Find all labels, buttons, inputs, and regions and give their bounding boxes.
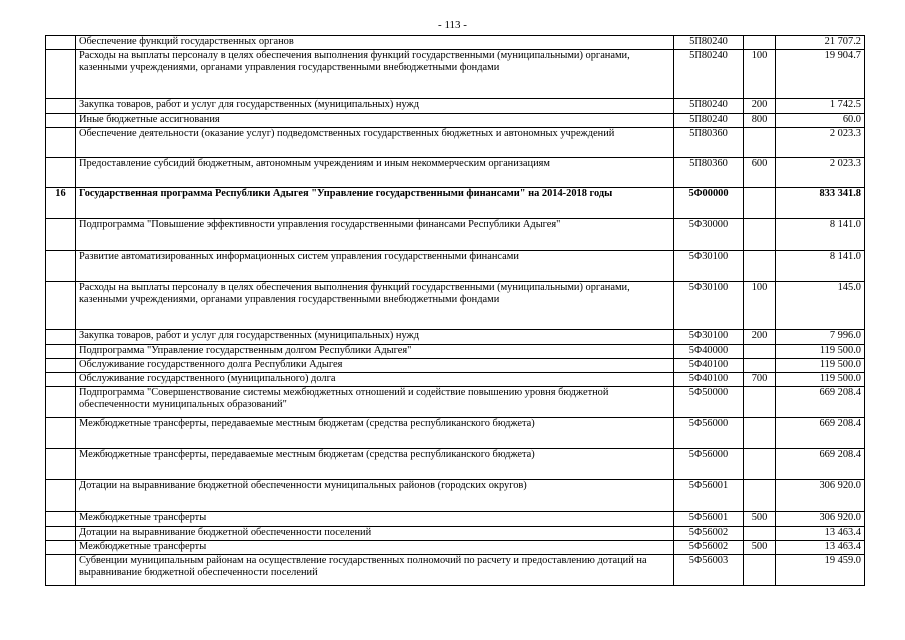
row-expense-type: 200 [744, 330, 776, 345]
row-amount: 19 904.7 [776, 50, 865, 99]
row-code: 5Ф40000 [674, 345, 744, 359]
row-code: 5П80360 [674, 158, 744, 188]
row-expense-type: 100 [744, 50, 776, 99]
row-name: Дотации на выравнивание бюджетной обеспеченности муниципальных районов (городских округов) [76, 480, 674, 512]
row-name: Обслуживание государственного долга Республики Адыгея [76, 359, 674, 373]
row-expense-type [744, 555, 776, 586]
table-row [46, 188, 865, 219]
row-number [46, 541, 76, 555]
row-name: Дотации на выравнивание бюджетной обеспеченности поселений [76, 527, 674, 541]
table-row [46, 480, 865, 512]
table-row [46, 99, 865, 114]
row-number [46, 418, 76, 449]
row-code: 5П80240 [674, 99, 744, 114]
row-name: Обеспечение деятельности (оказание услуг) подведомственных государственных бюджетных и автономных учреждений [76, 128, 674, 158]
row-name: Межбюджетные трансферты [76, 541, 674, 555]
row-amount: 119 500.0 [776, 359, 865, 373]
page-number: - 113 - [438, 19, 467, 31]
row-expense-type: 500 [744, 541, 776, 555]
row-code: 5Ф00000 [674, 188, 744, 219]
row-code: 5П80240 [674, 50, 744, 99]
row-amount: 306 920.0 [776, 480, 865, 512]
row-code: 5Ф30000 [674, 219, 744, 251]
row-number [46, 36, 76, 50]
row-expense-type [744, 251, 776, 282]
row-code: 5Ф40100 [674, 373, 744, 387]
row-expense-type: 700 [744, 373, 776, 387]
row-name: Подпрограмма "Управление государственным долгом Республики Адыгея" [76, 345, 674, 359]
row-expense-type [744, 345, 776, 359]
row-amount: 2 023.3 [776, 128, 865, 158]
table-row [46, 158, 865, 188]
row-amount: 13 463.4 [776, 527, 865, 541]
row-name: Межбюджетные трансферты [76, 512, 674, 527]
row-number [46, 512, 76, 527]
row-name: Подпрограмма "Совершенствование системы межбюджетных отношений и содействие повышению уровня бюджетной обеспеченности муниципальных образований" [76, 387, 674, 418]
row-code: 5Ф56001 [674, 512, 744, 527]
budget-table [45, 35, 865, 586]
row-name: Иные бюджетные ассигнования [76, 114, 674, 128]
row-expense-type [744, 188, 776, 219]
row-name: Государственная программа Республики Адыгея "Управление государственными финансами" на 2014-2018 годы [76, 188, 674, 219]
row-number: 16 [46, 188, 76, 219]
row-amount: 8 141.0 [776, 219, 865, 251]
row-number [46, 114, 76, 128]
row-amount: 306 920.0 [776, 512, 865, 527]
row-number [46, 251, 76, 282]
row-amount: 669 208.4 [776, 418, 865, 449]
row-amount: 2 023.3 [776, 158, 865, 188]
row-expense-type: 600 [744, 158, 776, 188]
row-code: 5Ф30100 [674, 330, 744, 345]
row-number [46, 373, 76, 387]
row-name: Обеспечение функций государственных органов [76, 36, 674, 50]
row-amount: 1 742.5 [776, 99, 865, 114]
table-row [46, 128, 865, 158]
table-row [46, 373, 865, 387]
row-number [46, 359, 76, 373]
table-row [46, 418, 865, 449]
row-name: Развитие автоматизированных информационных систем управления государственными финансами [76, 251, 674, 282]
row-number [46, 282, 76, 330]
row-expense-type [744, 387, 776, 418]
table-row [46, 330, 865, 345]
row-expense-type [744, 128, 776, 158]
row-amount: 669 208.4 [776, 449, 865, 480]
row-amount: 669 208.4 [776, 387, 865, 418]
row-number [46, 219, 76, 251]
row-code: 5П80240 [674, 36, 744, 50]
row-code: 5Ф56002 [674, 541, 744, 555]
row-amount: 13 463.4 [776, 541, 865, 555]
row-name: Обслуживание государственного (муниципального) долга [76, 373, 674, 387]
row-name: Подпрограмма "Повышение эффективности управления государственными финансами Республики Адыгея" [76, 219, 674, 251]
row-number [46, 345, 76, 359]
row-code: 5Ф40100 [674, 359, 744, 373]
row-number [46, 387, 76, 418]
row-amount: 21 707.2 [776, 36, 865, 50]
row-number [46, 527, 76, 541]
row-name: Межбюджетные трансферты, передаваемые местным бюджетам (средства республиканского бюджета) [76, 449, 674, 480]
row-name: Расходы на выплаты персоналу в целях обеспечения выполнения функций государственными (муниципальными) органами, казенными учреждениями, органами управления государственными внебюджетными фондами [76, 282, 674, 330]
table-row [46, 555, 865, 586]
table-row [46, 345, 865, 359]
row-name: Расходы на выплаты персоналу в целях обеспечения выполнения функций государственными (муниципальными) органами, казенными учреждениями, органами управления государственными внебюджетными фондами [76, 50, 674, 99]
row-amount: 7 996.0 [776, 330, 865, 345]
table-row [46, 527, 865, 541]
row-code: 5П80360 [674, 128, 744, 158]
table-row [46, 541, 865, 555]
table-row [46, 387, 865, 418]
row-expense-type [744, 527, 776, 541]
row-number [46, 99, 76, 114]
row-name: Предоставление субсидий бюджетным, автономным учреждениям и иным некоммерческим организациям [76, 158, 674, 188]
row-expense-type: 100 [744, 282, 776, 330]
table-row [46, 251, 865, 282]
row-code: 5Ф50000 [674, 387, 744, 418]
row-expense-type: 800 [744, 114, 776, 128]
table-row [46, 36, 865, 50]
table-row [46, 50, 865, 99]
row-code: 5Ф30100 [674, 282, 744, 330]
row-number [46, 158, 76, 188]
row-amount: 8 141.0 [776, 251, 865, 282]
row-code: 5Ф56003 [674, 555, 744, 586]
table-row [46, 219, 865, 251]
row-expense-type [744, 418, 776, 449]
row-amount: 119 500.0 [776, 373, 865, 387]
row-number [46, 480, 76, 512]
row-expense-type [744, 219, 776, 251]
row-code: 5П80240 [674, 114, 744, 128]
row-expense-type: 200 [744, 99, 776, 114]
table-row [46, 512, 865, 527]
table-row [46, 282, 865, 330]
row-code: 5Ф56002 [674, 527, 744, 541]
row-amount: 833 341.8 [776, 188, 865, 219]
row-code: 5Ф56000 [674, 449, 744, 480]
row-expense-type [744, 36, 776, 50]
row-name: Межбюджетные трансферты, передаваемые местным бюджетам (средства республиканского бюджета) [76, 418, 674, 449]
row-name: Субвенции муниципальным районам на осуществление государственных полномочий по расчету и предоставлению дотаций на выравнивание бюджетной обеспеченности поселений [76, 555, 674, 586]
row-expense-type: 500 [744, 512, 776, 527]
row-name: Закупка товаров, работ и услуг для государственных (муниципальных) нужд [76, 330, 674, 345]
row-number [46, 555, 76, 586]
row-number [46, 330, 76, 345]
table-row [46, 449, 865, 480]
row-amount: 60.0 [776, 114, 865, 128]
row-number [46, 449, 76, 480]
table-row [46, 114, 865, 128]
row-amount: 19 459.0 [776, 555, 865, 586]
row-code: 5Ф56001 [674, 480, 744, 512]
row-name: Закупка товаров, работ и услуг для государственных (муниципальных) нужд [76, 99, 674, 114]
table-row [46, 359, 865, 373]
row-expense-type [744, 480, 776, 512]
row-code: 5Ф56000 [674, 418, 744, 449]
row-expense-type [744, 449, 776, 480]
row-amount: 119 500.0 [776, 345, 865, 359]
row-number [46, 50, 76, 99]
row-amount: 145.0 [776, 282, 865, 330]
row-number [46, 128, 76, 158]
row-code: 5Ф30100 [674, 251, 744, 282]
row-expense-type [744, 359, 776, 373]
